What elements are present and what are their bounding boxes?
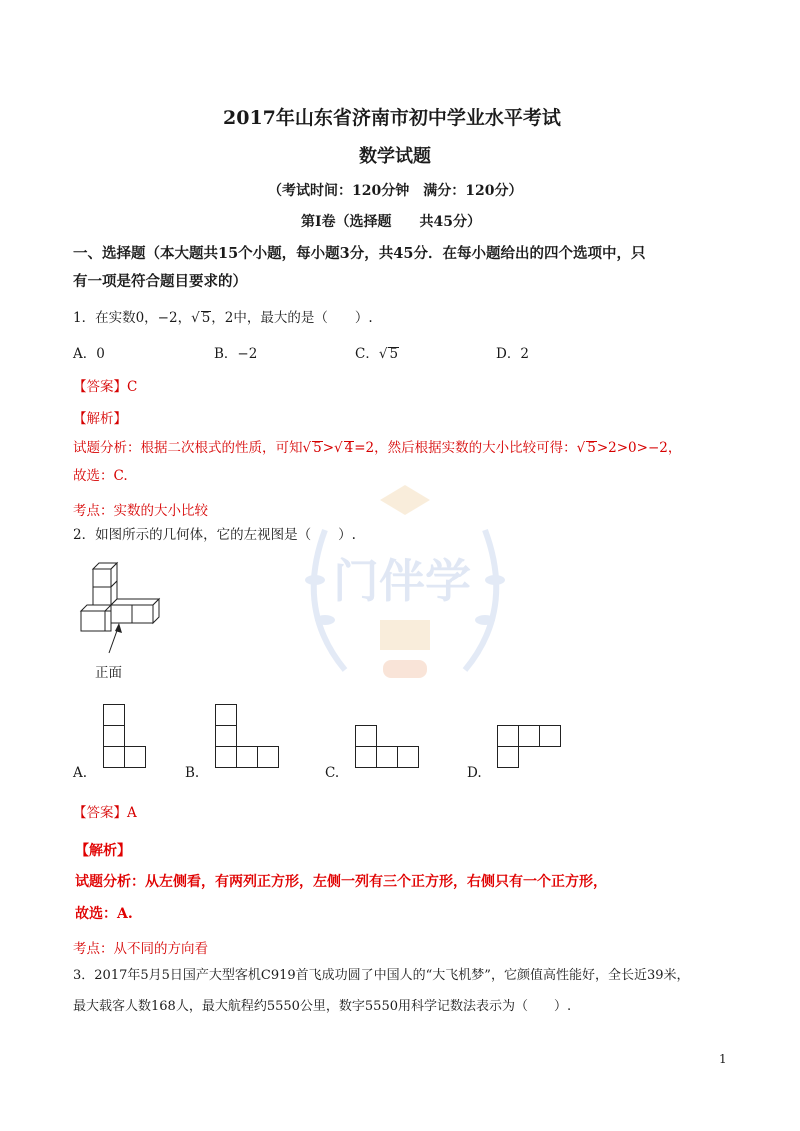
section-heading-line2: 有一项是符合题目要求的） xyxy=(73,273,247,290)
q1-analysis-b: =2，然后根据实数的大小比较可得： xyxy=(354,440,577,456)
q2-solid-figure xyxy=(75,553,170,658)
q2-option-d-label: D. xyxy=(467,765,482,781)
q3-line1: 3．2017年5月5日国产大型客机C919首飞成功圆了中国人的“大飞机梦”，它颜值高性能好，全长近39米， xyxy=(73,968,690,983)
q1-stem-a: 1．在实数0，−2， xyxy=(73,310,192,326)
q1-option-b: B．−2 xyxy=(214,346,258,362)
q1-analysis: 试题分析：根据二次根式的性质，可知√ 5>√ 4=2，然后根据实数的大小比较可得：√ 5>2>0>−2， xyxy=(73,440,682,456)
q2-option-d-figure xyxy=(497,725,563,770)
q1-option-c-sqrt: 5 xyxy=(389,346,399,362)
q1-option-c-prefix: C． xyxy=(355,346,379,362)
q2-topic: 考点：从不同的方向看 xyxy=(73,941,208,957)
q2-option-b-figure xyxy=(215,704,281,770)
q1-conclusion: 故选：C. xyxy=(73,468,128,484)
q1-analysis-a: 试题分析：根据二次根式的性质，可知 xyxy=(73,440,303,456)
watermark-text: 门伴学 xyxy=(333,554,471,608)
q2-answer: 【答案】A xyxy=(73,805,137,821)
q2-analysis-label: 【解析】 xyxy=(75,843,131,859)
page-title: 2017年山东省济南市初中学业水平考试 xyxy=(223,107,561,129)
q1-analysis-mid: > xyxy=(322,440,335,456)
q2-front-label: 正面 xyxy=(95,665,122,681)
q2-stem: 2．如图所示的几何体，它的左视图是（ ）. xyxy=(73,527,356,543)
subject-title: 数学试题 xyxy=(359,146,431,167)
q1-topic: 考点：实数的大小比较 xyxy=(73,503,208,519)
q2-analysis: 试题分析：从左侧看，有两列正方形，左侧一列有三个正方形，右侧只有一个正方形， xyxy=(75,874,607,890)
exam-info: （考试时间：120分钟 满分：120分） xyxy=(268,183,523,199)
q1-answer: 【答案】C xyxy=(73,379,138,395)
q1-analysis-sqrt2: 4 xyxy=(344,440,354,456)
q2-option-b-label: B. xyxy=(185,765,200,781)
q1-analysis-sqrt3: 5 xyxy=(587,440,596,456)
q1-stem: 1．在实数0，−2，√ 5，2中，最大的是（ ）. xyxy=(73,310,373,326)
page-number: 1 xyxy=(719,1052,727,1066)
q1-analysis-c: >2>0>−2， xyxy=(596,440,682,456)
watermark xyxy=(285,470,525,700)
q1-option-a: A．0 xyxy=(73,346,105,362)
q1-option-d: D．2 xyxy=(496,346,529,362)
q1-option-c: C．√ 5 xyxy=(355,346,399,362)
q1-analysis-label: 【解析】 xyxy=(73,411,127,427)
q1-analysis-sqrt1: 5 xyxy=(313,440,322,456)
q2-option-a-label: A. xyxy=(73,765,88,781)
q2-option-a-figure xyxy=(103,704,149,770)
q2-option-c-label: C. xyxy=(325,765,340,781)
q2-option-c-figure xyxy=(355,725,421,770)
q1-stem-b: ，2中，最大的是（ ）. xyxy=(211,310,373,326)
volume-title: 第Ⅰ卷（选择题 共45分） xyxy=(301,214,482,230)
q3-line2: 最大载客人数168人，最大航程约5550公里，数字5550用科学记数法表示为（ ）. xyxy=(73,999,572,1014)
section-heading-line1: 一、选择题（本大题共15个小题，每小题3分，共45分．在每小题给出的四个选项中，只 xyxy=(73,245,646,262)
q1-sqrt: 5 xyxy=(201,310,211,326)
q2-conclusion: 故选：A. xyxy=(75,906,133,922)
